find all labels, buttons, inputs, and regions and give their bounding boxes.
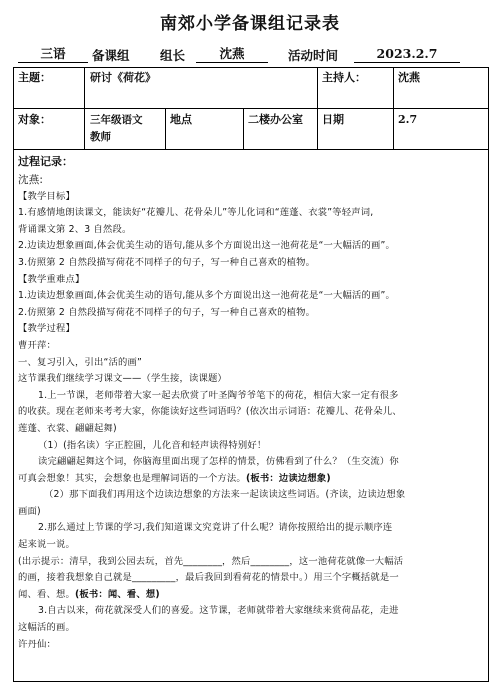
topic-label: 主题： (18, 71, 51, 84)
page-title: 南郊小学备课组记录表 (160, 14, 340, 34)
date-label: 日期 (322, 113, 344, 126)
objective-2: 2.边读边想象画面,体会优美生动的语句,能从多个方面说出这一池荷花是“一大幅活的画”。 (18, 240, 395, 252)
leader-label: 组长 (160, 48, 186, 63)
key-point-2: 2.仿照第 2 自然段描写荷花不同样子的句子，写一种自己喜欢的植物。 (18, 306, 316, 318)
topic-value: 研讨《荷花》 (90, 71, 156, 84)
time-value: 2023.2.7 (354, 46, 460, 63)
para-1b: 的收获。现在老师来考考大家，你能读好这些词语吗？(依次出示词语：花瓣儿、花骨朵儿、 (18, 406, 402, 418)
para-7a: 3.自古以来，荷花就深受人们的喜爱。这节课，老师就带着大家继续来赏荷品花，走进 (38, 605, 399, 617)
time-label: 活动时间 (288, 48, 339, 63)
key-points-heading: 【教学重难点】 (18, 273, 85, 285)
target-value-line2: 教师 (90, 131, 111, 143)
place-label: 地点 (170, 113, 192, 126)
board-note-1: (板书：边读边想象) (245, 472, 331, 484)
date-value: 2.7 (398, 113, 418, 126)
target-value-line1: 三年级语文 (90, 114, 143, 126)
objective-1a: 1.有感情地朗读课文，能读好“花瓣儿、花骨朵儿”等儿化词和“莲蓬、衣裳”等轻声词, (18, 207, 374, 219)
objective-heading: 【教学目标】 (18, 190, 75, 202)
para-1c: 莲蓬、衣裳、翩翩起舞) (18, 422, 117, 434)
para-3a: 读完翩翩起舞这个词，你脑海里面出现了怎样的情景，仿佛看到了什么？（生交流）你 (38, 456, 399, 468)
host-label: 主持人： (322, 71, 366, 84)
key-point-1: 1.边读边想象画面,体会优美生动的语句,能从多个方面说出这一池荷花是“一大幅活的画”。 (18, 290, 395, 302)
process-content (18, 172, 484, 653)
board-note-2: (板书：闻、看、想) (74, 588, 160, 600)
para-4b: 画面) (18, 505, 41, 517)
step-1-intro: 这节课我们继续学习课文——（学生接，读课题） (18, 373, 227, 385)
para-5b: 起来说一说。 (18, 539, 75, 551)
process-heading: 【教学过程】 (18, 323, 75, 335)
meta-line (18, 46, 482, 64)
record-table (13, 67, 489, 682)
para-3b: 可真会想象！其实，会想象也是理解词语的一个方法。(板书：边读边想象) (18, 472, 331, 484)
para-6b: 的画，接着我想象自己就是_________，最后我回到看荷花的情景中。）用三个字概括就是一 (18, 572, 399, 584)
para-4a: （2）那下面我们再用这个边读边想象的方法来一起读读这些词语。(齐读，边读边想象 (44, 489, 406, 501)
para-7b: 这幅活的画。 (18, 622, 75, 634)
group-label: 备课组 (92, 48, 130, 63)
objective-1b: 背诵课文第 2、3 自然段。 (18, 223, 132, 235)
para-6c: 闻、看、想。(板书：闻、看、想) (18, 588, 160, 600)
host-value: 沈燕 (398, 71, 420, 84)
speaker-cao: 曹开萍： (18, 339, 56, 351)
para-2: （1）(指名读）字正腔圆，儿化音和轻声读得特别好！ (38, 439, 267, 451)
para-5a: 2.那么通过上节课的学习,我们知道课文究竟讲了什么呢？请你按照给出的提示顺序连 (38, 522, 393, 534)
place-value: 二楼办公室 (248, 113, 303, 126)
speaker-shen: 沈燕: (18, 174, 44, 186)
para-1a: 1.上一节课，老师带着大家一起去欣赏了叶圣陶爷爷笔下的荷花，相信大家一定有很多 (38, 389, 399, 401)
target-label: 对象： (18, 113, 51, 126)
subject-value: 三语 (18, 46, 88, 63)
objective-3: 3.仿照第 2 自然段描写荷花不同样子的句子，写一种自己喜欢的植物。 (18, 256, 316, 268)
process-label: 过程记录： (18, 155, 73, 168)
para-6a: (出示提示：清早，我到公园去玩，首先________，然后________，这一池荷花就像一大幅活 (18, 555, 404, 567)
step-1-heading: 一、复习引入，引出“活的画” (18, 356, 142, 368)
leader-value: 沈燕 (196, 46, 268, 63)
speaker-xu: 许丹仙： (18, 638, 56, 650)
